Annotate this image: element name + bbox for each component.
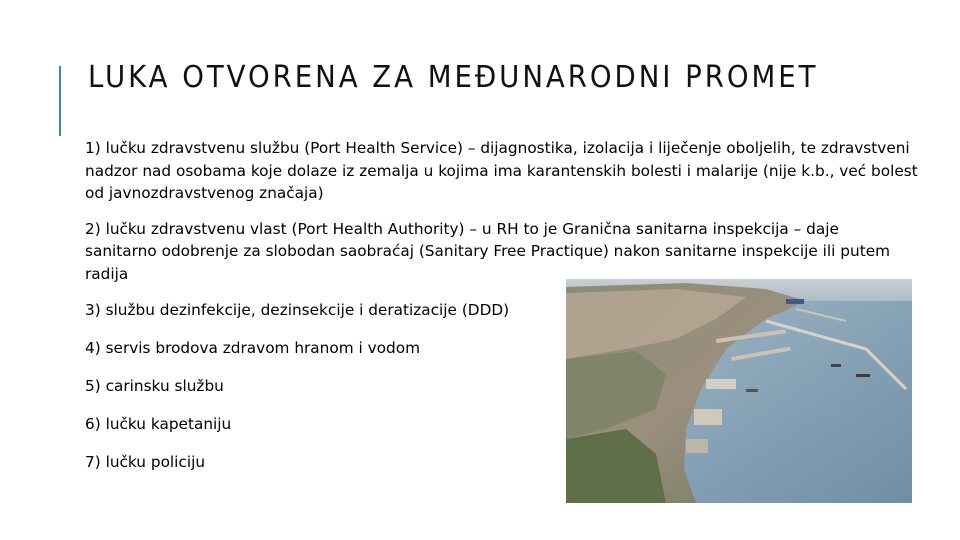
bullet-item: 6) lučku kapetaniju bbox=[85, 415, 232, 433]
bullet-item: 4) servis brodova zdravom hranom i vodom bbox=[85, 339, 420, 357]
title-accent-bar bbox=[59, 66, 61, 136]
port-aerial-photo bbox=[566, 279, 912, 503]
bullet-item: 7) lučku policiju bbox=[85, 453, 206, 471]
bullet-item: 2) lučku zdravstvenu vlast (Port Health Authority) – u RH to je Granična sanitarna inspekcija – daje sanitarno odobrenje za slobodan saobraćaj (Sanitary Free Practique) nakon sanitarne inspekcije ili putem radija bbox=[85, 219, 891, 283]
bullet-item: 5) carinsku službu bbox=[85, 377, 224, 395]
slide-title: LUKA OTVORENA ZA MEĐUNARODNI PROMET bbox=[88, 60, 819, 95]
bullet-item: 1) lučku zdravstvenu službu (Port Health Service) – dijagnostika, izolacija i liječenje oboljelih, te zdravstveni nadzor nad osobama koje dolaze iz zemalja u kojima ima karantenskih bolesti i malarije (nije k.b., već bolest od javnozdravstvenog značaja) bbox=[85, 139, 918, 202]
bullet-item: 3) službu dezinfekcije, dezinsekcije i deratizacije (DDD) bbox=[85, 301, 510, 319]
